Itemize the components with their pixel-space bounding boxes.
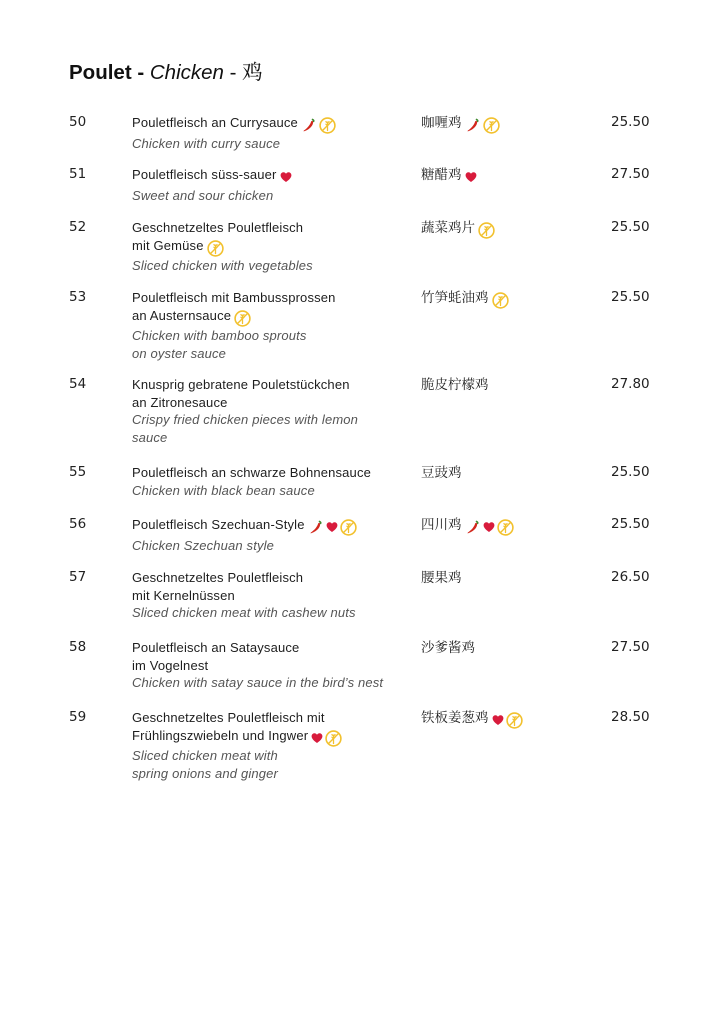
german-name-line — [132, 709, 407, 727]
german-name-text: an Austernsauce — [132, 307, 232, 323]
item-price: 25.50 — [611, 289, 650, 305]
chinese-name-text: 咖喱鸡 — [421, 115, 462, 131]
item-price: 28.50 — [611, 709, 650, 725]
page-title — [69, 58, 263, 88]
heart-icon — [492, 713, 506, 729]
german-name-text: Geschnetzeltes Pouletfleisch — [132, 570, 304, 585]
chili-pepper-icon — [308, 520, 326, 535]
german-name-line — [132, 307, 407, 328]
chinese-name-text: 铁板姜葱鸡 — [421, 710, 489, 726]
english-name-line: Sliced chicken meat with cashew nuts — [132, 605, 356, 620]
dietary-icons — [465, 117, 502, 136]
dietary-icons — [234, 310, 253, 328]
german-name-line — [132, 394, 407, 412]
item-number: 50 — [69, 114, 87, 130]
item-description — [132, 709, 407, 782]
gluten-free-badge-icon — [234, 311, 253, 326]
chinese-name — [421, 639, 475, 658]
german-name-text: Frühlingszwiebeln und Ingwer — [132, 727, 309, 743]
item-price: 25.50 — [611, 114, 650, 130]
german-name-text: Pouletfleisch an Currysauce — [132, 115, 298, 130]
heart-icon — [465, 170, 479, 186]
item-description — [132, 114, 407, 152]
gluten-free-badge-icon — [325, 731, 344, 746]
german-name-text: Geschnetzeltes Pouletfleisch mit — [132, 710, 325, 725]
german-name-text: Pouletfleisch Szechuan-Style — [132, 517, 305, 532]
item-number: 54 — [69, 376, 87, 392]
german-name-line — [132, 114, 407, 135]
item-description — [132, 376, 407, 446]
english-name-line: Sweet and sour chicken — [132, 187, 274, 203]
item-description — [132, 219, 407, 275]
gluten-free-badge-icon — [492, 293, 511, 309]
german-name-line — [132, 639, 407, 657]
chinese-name — [421, 376, 489, 395]
item-price: 25.50 — [611, 516, 650, 532]
item-number: 56 — [69, 516, 87, 532]
german-name-line — [132, 289, 407, 307]
german-name-text: Pouletfleisch an Sataysauce — [132, 640, 300, 655]
chinese-name — [421, 289, 511, 311]
german-name-text: mit Gemüse — [132, 237, 204, 253]
heart-icon — [326, 520, 340, 535]
german-name-line — [132, 166, 407, 187]
chinese-name — [421, 569, 462, 588]
dietary-icons — [311, 730, 344, 748]
german-name-line — [132, 587, 407, 605]
gluten-free-badge-icon — [319, 118, 338, 133]
dietary-icons — [280, 169, 294, 187]
item-description — [132, 516, 407, 554]
item-price: 27.50 — [611, 639, 650, 655]
german-name-text: mit Kernelnüssen — [132, 587, 235, 603]
heart-icon — [280, 170, 294, 185]
item-number: 51 — [69, 166, 87, 182]
gluten-free-badge-icon — [497, 520, 516, 536]
item-price: 26.50 — [611, 569, 650, 585]
german-name-line — [132, 376, 407, 394]
gluten-free-badge-icon — [506, 713, 525, 729]
item-price: 27.80 — [611, 376, 650, 392]
english-name-line: Chicken with black bean sauce — [132, 482, 315, 498]
chinese-name-text: 竹笋蚝油鸡 — [421, 290, 489, 306]
title-chinese: 鸡 — [242, 61, 263, 84]
gluten-free-badge-icon — [478, 223, 497, 239]
gluten-free-badge-icon — [207, 241, 226, 256]
dietary-icons — [492, 712, 525, 731]
german-name-line — [132, 464, 407, 482]
german-name-line — [132, 569, 407, 587]
german-name-line — [132, 657, 407, 675]
german-name-text: im Vogelnest — [132, 657, 209, 673]
german-name-line — [132, 219, 407, 237]
chinese-name-text: 蔬菜鸡片 — [421, 220, 475, 236]
english-name-line: Chicken with satay sauce in the bird’s nest — [132, 675, 384, 690]
german-name-line — [132, 727, 407, 748]
item-number: 53 — [69, 289, 87, 305]
item-number: 55 — [69, 464, 87, 480]
title-english: Chicken — [149, 61, 224, 84]
chinese-name-text: 豆豉鸡 — [421, 465, 462, 481]
item-number: 52 — [69, 219, 87, 235]
german-name-text: an Zitronesauce — [132, 394, 228, 410]
chili-pepper-icon — [465, 118, 483, 134]
german-name-line — [132, 237, 407, 258]
chinese-name — [421, 166, 479, 188]
dietary-icons — [465, 169, 479, 188]
chinese-name — [421, 464, 462, 483]
german-name-line — [132, 516, 407, 537]
chinese-name-text: 沙爹酱鸡 — [421, 640, 475, 656]
chinese-name — [421, 114, 502, 136]
heart-icon — [311, 731, 325, 746]
dietary-icons — [308, 519, 359, 537]
german-name-text: Pouletfleisch süss-sauer — [132, 167, 277, 182]
dietary-icons — [301, 117, 338, 135]
german-name-text: Pouletfleisch mit Bambussprossen — [132, 290, 336, 305]
chili-pepper-icon — [301, 118, 319, 133]
english-name-line: spring onions and ginger — [132, 765, 278, 781]
gluten-free-badge-icon — [483, 118, 502, 134]
english-name-line: Crispy fried chicken pieces with lemon — [132, 412, 359, 427]
english-name-line: Sliced chicken with vegetables — [132, 258, 313, 273]
german-name-text: Knusprig gebratene Pouletstückchen — [132, 377, 350, 392]
dietary-icons — [478, 222, 497, 241]
chinese-name-text: 腰果鸡 — [421, 570, 462, 586]
german-name-text: Geschnetzeltes Pouletfleisch — [132, 220, 304, 235]
chinese-name — [421, 709, 525, 731]
english-name-line: on oyster sauce — [132, 345, 227, 361]
item-description — [132, 639, 407, 692]
item-number: 57 — [69, 569, 87, 585]
item-description — [132, 569, 407, 622]
item-description — [132, 289, 407, 362]
item-number: 59 — [69, 709, 87, 725]
chinese-name-text: 糖醋鸡 — [421, 167, 462, 183]
title-german: Poulet — [69, 61, 132, 84]
german-name-text: Pouletfleisch an schwarze Bohnensauce — [132, 465, 371, 480]
chinese-name — [421, 219, 497, 241]
item-description — [132, 166, 407, 204]
english-name-line: Chicken Szechuan style — [132, 537, 275, 553]
title-separator: - — [131, 61, 150, 84]
chinese-name-text: 脆皮柠檬鸡 — [421, 377, 489, 393]
english-name-line: Chicken with bamboo sprouts — [132, 328, 307, 343]
item-price: 25.50 — [611, 219, 650, 235]
dietary-icons — [465, 519, 516, 538]
english-name-line: sauce — [132, 429, 168, 445]
chinese-name — [421, 516, 516, 538]
dietary-icons — [207, 240, 226, 258]
item-description — [132, 464, 407, 499]
chinese-name-text: 四川鸡 — [421, 517, 462, 533]
english-name-line: Chicken with curry sauce — [132, 135, 281, 151]
english-name-line: Sliced chicken meat with — [132, 748, 278, 763]
gluten-free-badge-icon — [340, 520, 359, 535]
item-price: 25.50 — [611, 464, 650, 480]
heart-icon — [483, 520, 497, 536]
chili-pepper-icon — [465, 520, 483, 536]
title-separator: - — [223, 61, 243, 84]
dietary-icons — [492, 292, 511, 311]
item-price: 27.50 — [611, 166, 650, 182]
item-number: 58 — [69, 639, 87, 655]
